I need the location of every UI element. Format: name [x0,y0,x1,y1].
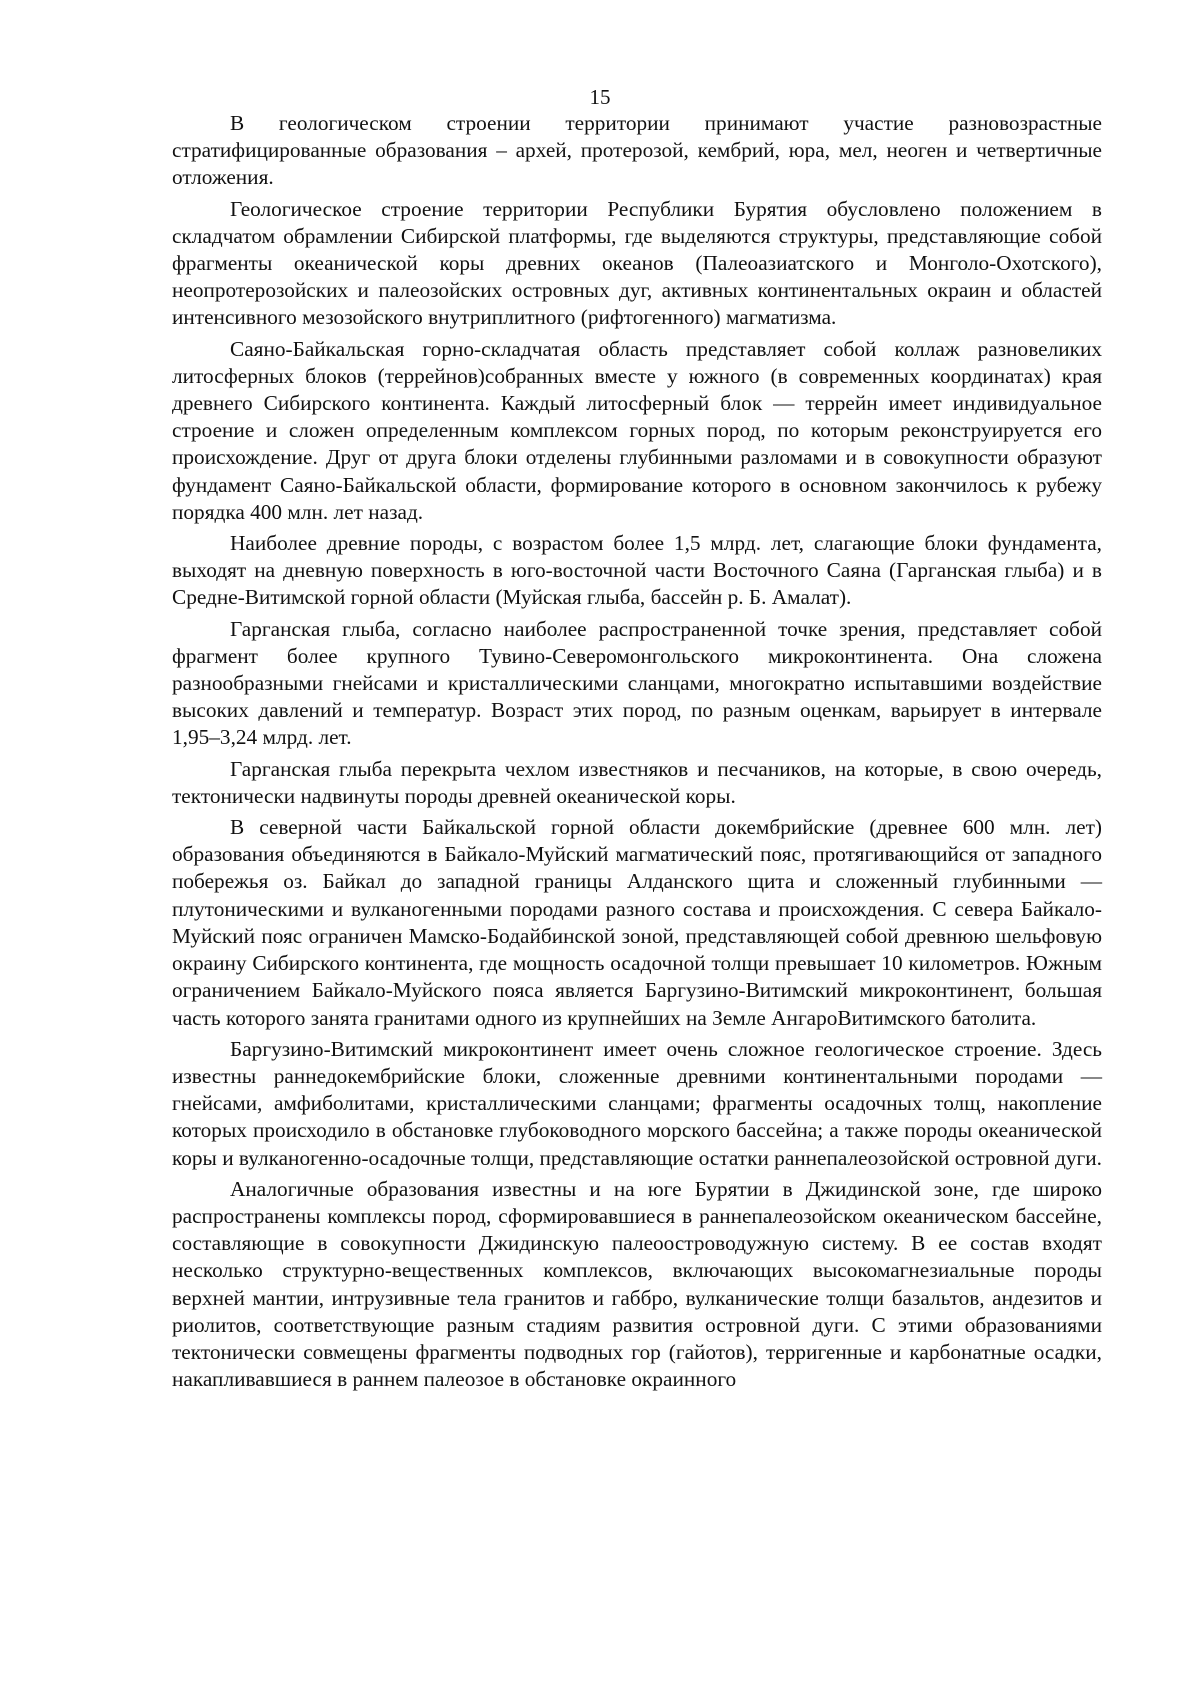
paragraph-5: Гарганская глыба, согласно наиболее распространенной точке зрения, представляет собой фрагмент более крупного Тувино-Северомонгольского микроконтинента. Она сложена разнообразными гнейсами и кристаллическими сланцами, многократно испытавшими воздействие высоких давлений и температур. Возраст этих пород, по разным оценкам, варьирует в интервале 1,95–3,24 млрд. лет. [172,616,1102,750]
paragraph-2: Геологическое строение территории Республики Бурятия обусловлено положением в складчатом обрамлении Сибирской платформы, где выделяются структуры, представляющие собой фрагменты океанической коры древних океанов (Палеоазиатского и Монголо-Охотского), неопротерозойских и палеозойских островных дуг, активных континентальных окраин и областей интенсивного мезозойского внутриплитного (рифтогенного) магматизма. [172,196,1102,330]
paragraph-9: Аналогичные образования известны и на юге Бурятии в Джидинской зоне, где широко распространены комплексы пород, сформировавшиеся в раннепалеозойском океаническом бассейне, составляющие в совокупности Джидинскую палеоостроводужную систему. В ее состав входят несколько структурно-вещественных комплексов, включающих высокомагнезиальные породы верхней мантии, интрузивные тела гранитов и габбро, вулканические толщи базальтов, андезитов и риолитов, соответствующие разным стадиям развития островной дуги. С этими образованиями тектонически совмещены фрагменты подводных гор (гайотов), терригенные и карбонатные осадки, накапливавшиеся в раннем палеозое в обстановке окраинного [172,1176,1102,1392]
paragraph-8: Баргузино-Витимский микроконтинент имеет очень сложное геологическое строение. Здесь известны раннедокембрийские блоки, сложенные древними континентальными породами — гнейсами, амфиболитами, кристаллическими сланцами; фрагменты осадочных толщ, накопление которых происходило в обстановке глубоководного морского бассейна; а также породы океанической коры и вулканогенно-осадочные толщи, представляющие остатки раннепалеозойской островной дуги. [172,1036,1102,1170]
document-body [172,110,1102,1397]
paragraph-4: Наиболее древние породы, с возрастом более 1,5 млрд. лет, слагающие блоки фундамента, выходят на дневную поверхность в юго-восточной части Восточного Саяна (Гарганская глыба) и в Средне-Витимской горной области (Муйская глыба, бассейн р. Б. Амалат). [172,531,1102,610]
paragraph-7: В северной части Байкальской горной области докембрийские (древнее 600 млн. лет) образования объединяются в Байкало-Муйский магматический пояс, протягивающийся от западного побережья оз. Байкал до западной границы Алданского щита и сложенный глубинными — плутоническими и вулканогенными породами разного состава и происхождения. С севера Байкало-Муйский пояс ограничен Мамско-Бодайбинской зоной, представляющей собой древнюю шельфовую окраину Сибирского континента, где мощность осадочной толщи превышает 10 километров. Южным ограничением Байкало-Муйского пояса является Баргузино-Витимский микроконтинент, большая часть которого занята гранитами одного из крупнейших на Земле АнгароВитимского батолита. [172,815,1102,1030]
paragraph-6: Гарганская глыба перекрыта чехлом известняков и песчаников, на которые, в свою очередь, тектонически надвинуты породы древней океанической коры. [172,756,1102,808]
page-number: 15 [589,85,611,109]
paragraph-3: Саяно-Байкальская горно-складчатая область представляет собой коллаж разновеликих литосферных блоков (террейнов)собранных вместе у южного (в современных координатах) края древнего Сибирского континента. Каждый литосферный блок — террейн имеет индивидуальное строение и сложен определенным комплексом горных пород, по которым реконструируется его происхождение. Друг от друга блоки отделены глубинными разломами и в совокупности образуют фундамент Саяно-Байкальской области, формирование которого в основном закончилось к рубежу порядка 400 млн. лет назад. [172,336,1102,524]
paragraph-1: В геологическом строении территории принимают участие разновозрастные стратифицированные образования – архей, протерозой, кембрий, юра, мел, неоген и четвертичные отложения. [172,111,1102,190]
